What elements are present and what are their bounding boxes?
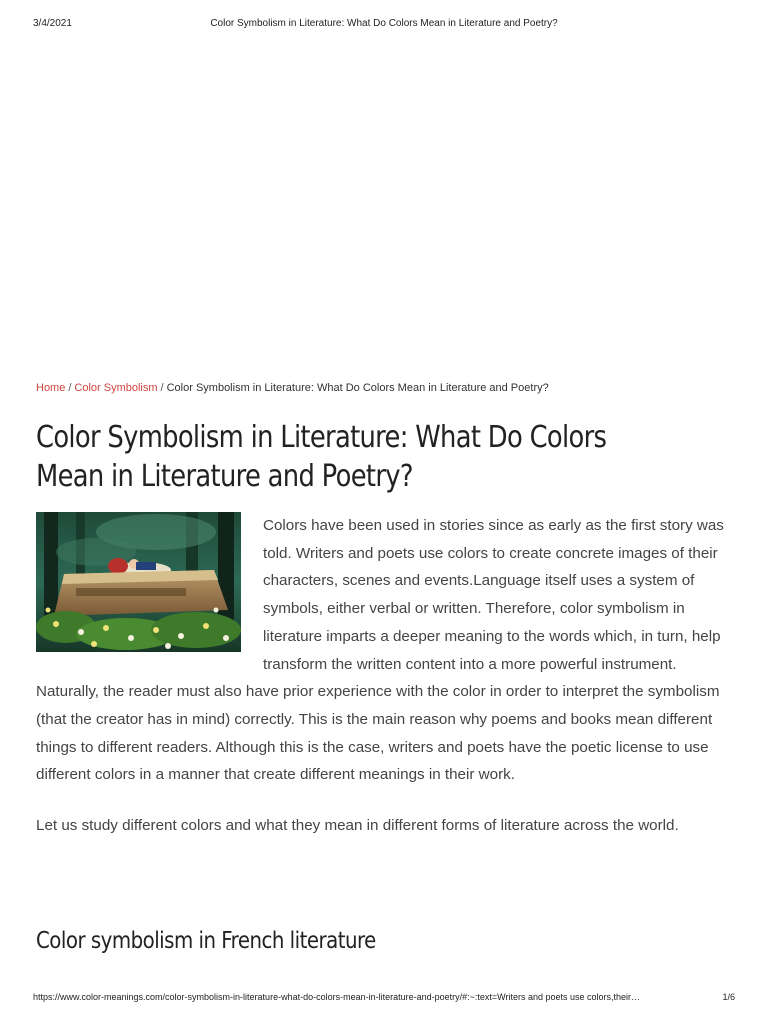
breadcrumb-home-link[interactable]: Home	[36, 382, 66, 394]
article-illustration	[36, 512, 241, 652]
breadcrumb-category-link[interactable]: Color Symbolism	[74, 382, 158, 394]
intro-paragraph: Colors have been used in stories since as early as the first story was told. Writers and poets use colors to create concrete images of their characters, scenes and events.Language itself uses a system of symbols, either verbal or written. Therefore, color symbolism in literature imparts a deeper meaning to the words which, in turn, help transform the written content into a more powerful instrument. Naturally, the reader must also have prior experience with the color in order to interpret the symbolism (that the creator has in mind) correctly. This is the main reason why poems and books mean different things to different readers. Although this is the case, writers and poets have the poetic license to use different colors in a manner that create different meanings in their work.	[36, 517, 724, 784]
print-page-number: 1/6	[722, 992, 735, 1002]
print-footer	[33, 992, 735, 1006]
print-url: https://www.color-meanings.com/color-symbolism-in-literature-what-do-colors-mean-in-literature-and-poetry/#:~:text=Writers and poets use colors,their…	[33, 992, 641, 1002]
print-header	[33, 18, 735, 32]
article-title: Color Symbolism in Literature: What Do Colors Mean in Literature and Poetry?	[36, 420, 607, 494]
breadcrumb-separator: /	[68, 382, 72, 394]
breadcrumb-separator: /	[160, 382, 164, 394]
section-heading-french: Color symbolism in French literature	[36, 928, 376, 954]
forest-scene-image	[36, 512, 241, 652]
breadcrumb	[36, 382, 738, 394]
article-body	[36, 512, 732, 863]
print-date: 3/4/2021	[33, 18, 72, 29]
study-paragraph: Let us study different colors and what they mean in different forms of literature across the world.	[36, 817, 679, 835]
print-page-title: Color Symbolism in Literature: What Do Colors Mean in Literature and Poetry?	[210, 18, 558, 29]
breadcrumb-current: Color Symbolism in Literature: What Do Colors Mean in Literature and Poetry?	[166, 382, 549, 394]
